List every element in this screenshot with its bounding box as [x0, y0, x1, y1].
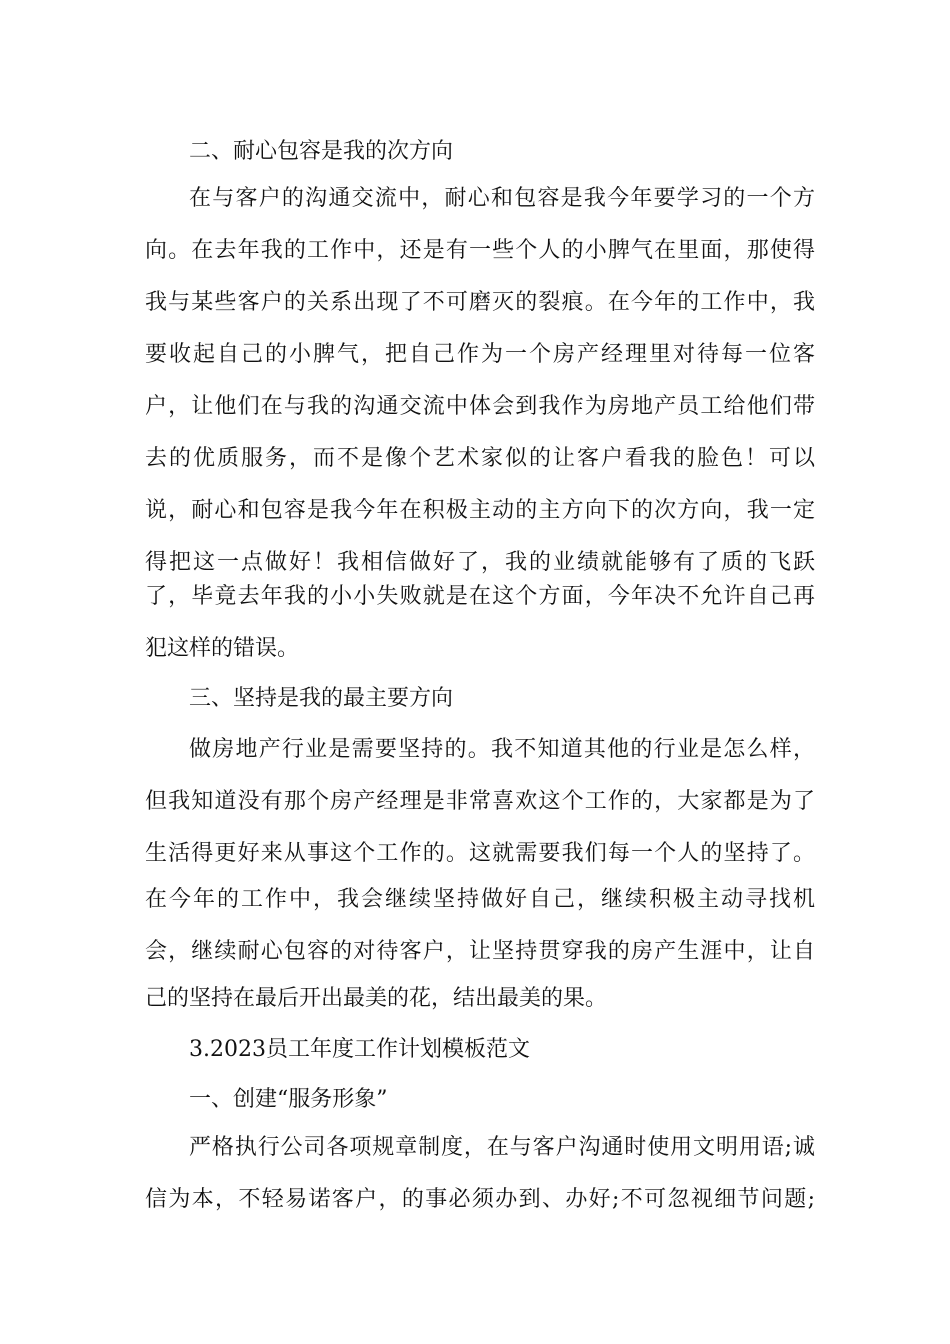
paragraph-line: 向。在去年我的工作中，还是有一些个人的小脾气在里面，那使得 [145, 238, 815, 263]
paragraph-line: 去的优质服务，而不是像个艺术家似的让客户看我的脸色！可以 [145, 446, 815, 471]
paragraph-line: 严格执行公司各项规章制度，在与客户沟通时使用文明用语;诚 [189, 1135, 815, 1160]
paragraph-line: 要收起自己的小脾气，把自己作为一个房产经理里对待每一位客 [145, 342, 815, 367]
paragraph-line: 户，让他们在与我的沟通交流中体会到我作为房地产员工给他们带 [145, 394, 815, 419]
paragraph-line: 做房地产行业是需要坚持的。我不知道其他的行业是怎么样， [189, 737, 815, 762]
paragraph-line: 我与某些客户的关系出现了不可磨灭的裂痕。在今年的工作中，我 [145, 290, 815, 315]
paragraph-line: 生活得更好来从事这个工作的。这就需要我们每一个人的坚持了。 [145, 841, 815, 866]
paragraph-line: 会，继续耐心包容的对待客户，让坚持贯穿我的房产生涯中，让自 [145, 939, 815, 964]
document-section-title: 3.2023员工年度工作计划模板范文 [189, 1037, 530, 1062]
paragraph-line: 说，耐心和包容是我今年在积极主动的主方向下的次方向，我一定 [145, 498, 815, 523]
paragraph-line: 得把这一点做好！我相信做好了，我的业绩就能够有了质的飞跃 [145, 550, 815, 575]
paragraph-line: 在与客户的沟通交流中，耐心和包容是我今年要学习的一个方 [189, 186, 815, 211]
paragraph-line: 信为本，不轻易诺客户，的事必须办到、办好;不可忽视细节问题; [145, 1187, 815, 1212]
paragraph-line: 了，毕竟去年我的小小失败就是在这个方面，今年决不允许自己再 [145, 584, 815, 609]
section-heading-persistence: 三、坚持是我的最主要方向 [189, 686, 454, 711]
paragraph-line: 犯这样的错误。 [145, 636, 300, 661]
paragraph-line: 在今年的工作中，我会继续坚持做好自己，继续积极主动寻找机 [145, 887, 815, 912]
paragraph-line: 己的坚持在最后开出最美的花，结出最美的果。 [145, 986, 608, 1011]
subsection-heading-service: 一、创建“服务形象” [189, 1087, 388, 1112]
paragraph-line: 但我知道没有那个房产经理是非常喜欢这个工作的，大家都是为了 [145, 789, 815, 814]
section-heading-patience: 二、耐心包容是我的次方向 [189, 139, 454, 164]
